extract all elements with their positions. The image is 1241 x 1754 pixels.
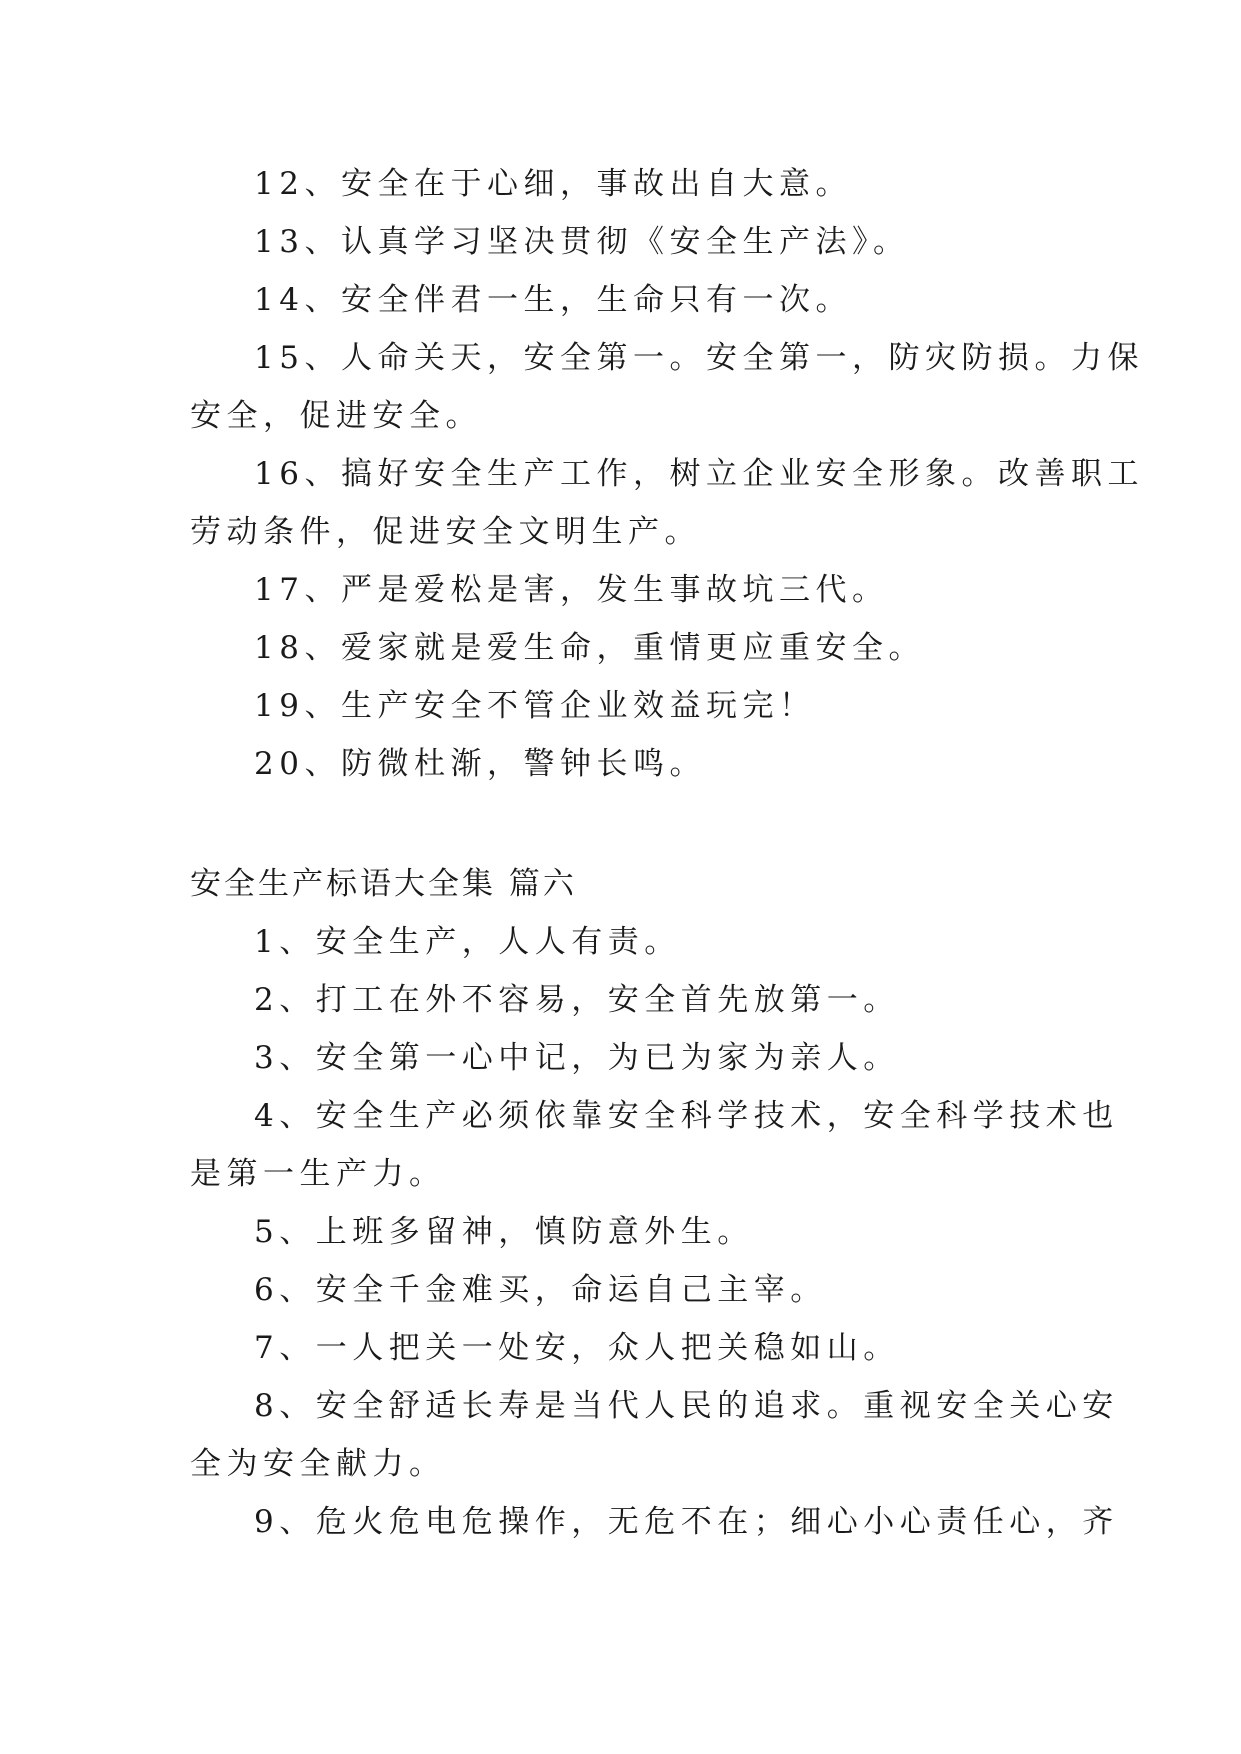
item-line: 3、安全第一心中记，为已为家为亲人。 <box>254 1040 900 1076</box>
item-line: 8、安全舒适长寿是当代人民的追求。重视安全关心安 <box>254 1388 1119 1424</box>
item-line: 5、上班多留神，慎防意外生。 <box>254 1214 754 1250</box>
item-line: 6、安全千金难买，命运自己主宰。 <box>254 1272 827 1308</box>
item-line-continued: 全为安全献力。 <box>190 1446 446 1482</box>
list-item <box>190 1377 1119 1493</box>
list-item <box>190 271 1050 329</box>
item-line: 4、安全生产必须依靠安全科学技术，安全科学技术也 <box>254 1098 1119 1134</box>
list-item <box>190 1087 1119 1203</box>
list-item <box>190 677 1050 735</box>
item-line-continued: 劳动条件，促进安全文明生产。 <box>190 514 701 550</box>
list-item <box>190 1203 1050 1261</box>
item-line: 15、人命关天，安全第一。安全第一，防灾防损。力保 <box>254 340 1144 376</box>
item-line: 12、安全在于心细，事故出自大意。 <box>254 166 852 202</box>
list-item <box>190 619 1050 677</box>
list-item <box>190 445 1144 561</box>
item-line: 7、一人把关一处安，众人把关稳如山。 <box>254 1330 900 1366</box>
list-item <box>190 1493 1119 1551</box>
item-line: 16、搞好安全生产工作，树立企业安全形象。改善职工 <box>254 456 1144 492</box>
list-item <box>190 735 1050 793</box>
item-line: 1、安全生产，人人有责。 <box>254 924 681 960</box>
item-line: 14、安全伴君一生，生命只有一次。 <box>254 282 852 318</box>
item-line: 18、爱家就是爱生命，重情更应重安全。 <box>254 630 925 666</box>
list-item <box>190 213 1050 271</box>
item-line: 20、防微杜渐，警钟长鸣。 <box>254 746 706 782</box>
item-line: 19、生产安全不管企业效益玩完！ <box>254 688 816 724</box>
section-heading: 安全生产标语大全集 篇六 <box>190 866 577 902</box>
list-item <box>190 329 1144 445</box>
list-item <box>190 155 1050 213</box>
item-line: 13、认真学习坚决贯彻《安全生产法》。 <box>254 224 910 260</box>
item-line: 2、打工在外不容易，安全首先放第一。 <box>254 982 900 1018</box>
item-line: 9、危火危电危操作，无危不在；细心小心责任心，齐 <box>254 1504 1119 1540</box>
list-item <box>190 913 1050 971</box>
list-item <box>190 1261 1050 1319</box>
item-line-continued: 是第一生产力。 <box>190 1156 446 1192</box>
list-item <box>190 561 1050 619</box>
list-item <box>190 1029 1050 1087</box>
item-line: 17、严是爱松是害，发生事故坑三代。 <box>254 572 889 608</box>
list-item <box>190 971 1050 1029</box>
list-item <box>190 1319 1050 1377</box>
item-line-continued: 安全，促进安全。 <box>190 398 482 434</box>
